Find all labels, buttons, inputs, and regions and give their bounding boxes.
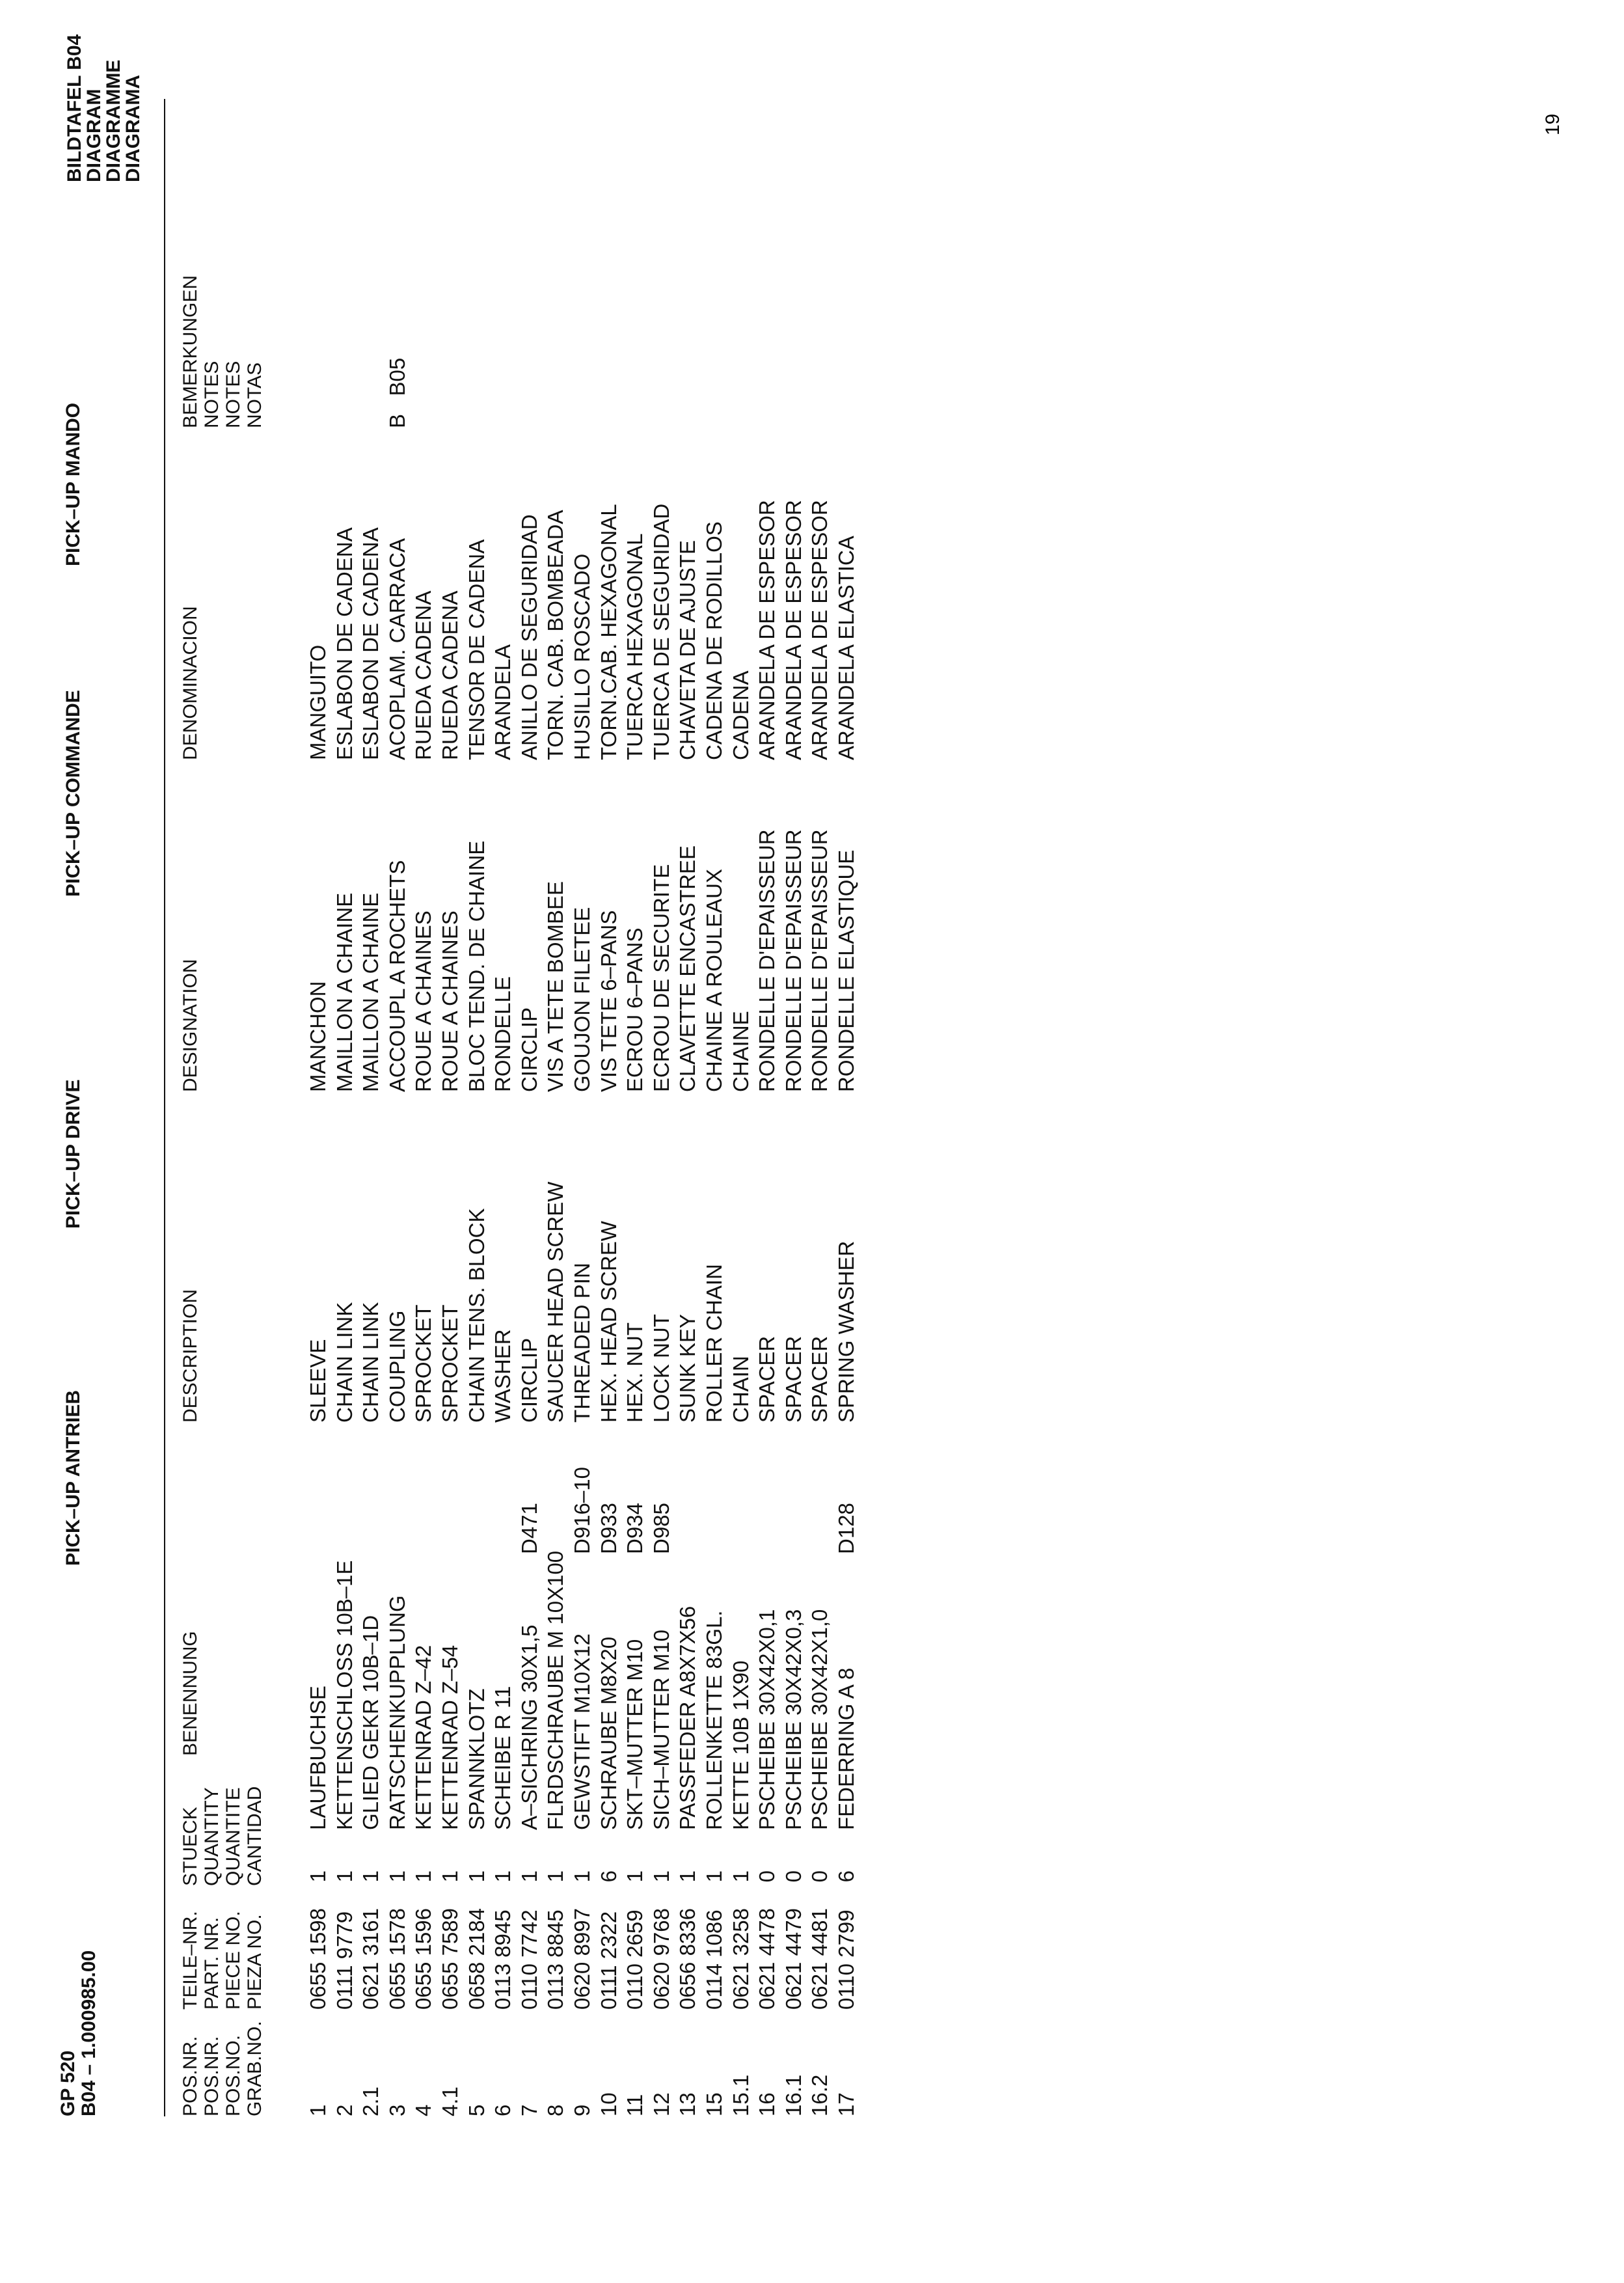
row-pos: 16 [755,2092,779,2116]
row-part-number: 0110 2659 [623,1909,647,2010]
row-designation: CHAINE A ROULEAUX [702,869,726,1092]
row-benennung: PSCHEIBE 30X42X0,3 [781,1609,805,1830]
header-description: DESCRIPTION [180,1289,201,1423]
row-denominacion: ARANDELA [491,644,515,760]
row-part-number: 0110 2799 [834,1909,858,2010]
row-quantity: 1 [728,1870,753,1883]
row-designation: MAILLON A CHAINE [359,892,383,1092]
row-description: HEX. NUT [623,1322,647,1423]
row-quantity: 0 [755,1870,779,1883]
row-benennung: FLRDSCHRAUBE M 10X100 [543,1550,568,1830]
row-denominacion: HUSILLO ROSCADO [570,553,594,760]
row-part-number: 0114 1086 [702,1909,726,2010]
row-description: ROLLER CHAIN [702,1264,726,1423]
row-part-number: 0621 4479 [781,1908,805,2010]
row-denominacion: ANILLO DE SEGURIDAD [517,514,541,760]
row-denominacion: ARANDELA ELASTICA [834,536,858,760]
row-designation: VIS TETE 6–PANS [596,910,621,1092]
model-label: GP 520 [57,2050,79,2116]
row-quantity: 1 [675,1870,700,1883]
row-designation: VIS A TETE BOMBEE [543,881,568,1092]
header-notes: NOTES [223,361,244,428]
row-description: CIRCLIP [517,1337,541,1423]
row-part-number: 0111 2322 [596,1911,621,2010]
row-benennung: SKT–MUTTER M10 [623,1639,647,1830]
row-benennung: KETTE 10B 1X90 [728,1660,753,1830]
row-designation: ROUE A CHAINES [438,910,462,1092]
row-norm-ref: D933 [596,1503,621,1554]
row-part-number: 0621 4481 [807,1908,832,2010]
row-quantity: 1 [359,1870,383,1883]
row-quantity: 1 [411,1870,436,1883]
row-description: SLEEVE [306,1339,330,1423]
row-denominacion: TUERCA HEXAGONAL [623,533,647,760]
row-part-number: 0620 9768 [649,1908,673,2010]
header-rule [164,99,165,2116]
row-quantity: 0 [807,1870,832,1883]
row-quantity: 1 [332,1870,357,1883]
row-denominacion: RUEDA CADENA [438,590,462,760]
row-description: SPACER [781,1335,805,1423]
row-designation: CLAVETTE ENCASTREE [675,845,700,1092]
row-benennung: PSCHEIBE 30X42X1,0 [807,1609,832,1830]
row-designation: MANCHON [306,981,330,1092]
diagram-ref: B04 – 1.000985.00 [78,1950,100,2116]
row-denominacion: TORN.CAB. HEXAGONAL [596,504,621,760]
header-qty: STUECK [180,1807,201,1886]
row-description: THREADED PIN [570,1263,594,1423]
row-benennung: LAUFBUCHSE [306,1686,330,1830]
row-description: LOCK NUT [649,1314,673,1423]
row-quantity: 1 [702,1870,726,1883]
row-description: COUPLING [385,1310,409,1423]
row-pos: 6 [491,2104,515,2116]
row-quantity: 1 [543,1870,568,1883]
row-denominacion: CHAVETA DE AJUSTE [675,540,700,760]
row-quantity: 6 [834,1870,858,1883]
row-part-number: 0655 1596 [411,1908,436,2010]
row-designation: CIRCLIP [517,1007,541,1092]
row-pos: 13 [675,2092,700,2116]
row-benennung: PSCHEIBE 30X42X0,1 [755,1609,779,1830]
row-quantity: 0 [781,1870,805,1883]
row-part-number: 0621 4478 [755,1908,779,2010]
row-pos: 4.1 [438,2086,462,2116]
row-pos: 8 [543,2104,568,2116]
title-fr: PICK–UP COMMANDE [62,690,84,897]
row-pos: 9 [570,2104,594,2116]
row-part-number: 0111 9779 [332,1911,357,2010]
row-quantity: 1 [385,1870,409,1883]
row-benennung: KETTENRAD Z–42 [411,1645,436,1830]
title-de: PICK–UP ANTRIEB [62,1389,84,1566]
row-pos: 11 [623,2094,647,2116]
row-quantity: 1 [464,1870,489,1883]
row-pos: 15.1 [728,2074,753,2116]
row-benennung: SCHRAUBE M8X20 [596,1636,621,1830]
header-benennung: BENENNUNG [180,1631,201,1756]
row-designation: ACCOUPL A ROCHETS [385,860,409,1092]
row-part-number: 0655 1598 [306,1908,330,2010]
row-description: CHAIN TENS. BLOCK [464,1208,489,1423]
row-pos: 16.1 [781,2074,805,2116]
row-benennung: GLIED GEKR 10B–1D [359,1615,383,1830]
row-description: SPROCKET [438,1304,462,1423]
row-designation: ECROU DE SECURITE [649,864,673,1092]
row-pos: 2 [332,2104,357,2116]
row-quantity: 1 [438,1870,462,1883]
row-benennung: SCHEIBE R 11 [491,1686,515,1830]
header-pos: GRAB.NO. [244,2021,265,2116]
header-denominacion: DENOMINACION [180,606,201,760]
row-description: SPACER [807,1335,832,1423]
row-pos: 12 [649,2092,673,2116]
row-part-number: 0621 3161 [359,1908,383,2010]
row-benennung: SPANNKLOTZ [464,1688,489,1830]
row-pos: 2.1 [359,2086,383,2116]
row-part-number: 0620 8997 [570,1908,594,2010]
row-designation: RONDELLE ELASTIQUE [834,849,858,1092]
header-part: TEILE–NR. [180,1911,201,2010]
row-pos: 10 [596,2092,621,2116]
row-designation: ECROU 6–PANS [623,927,647,1092]
diagram-title-1: BILDTAFEL B04 [64,34,85,182]
row-part-number: 0113 8945 [491,1909,515,2010]
row-part-number: 0658 2184 [464,1908,489,2010]
row-part-number: 0110 7742 [517,1909,541,2010]
row-description: SPRING WASHER [834,1240,858,1423]
row-designation: ROUE A CHAINES [411,910,436,1092]
row-norm-ref: D128 [834,1503,858,1554]
header-part: PIECE NO. [223,1911,244,2010]
row-part-number: 0655 1578 [385,1908,409,2010]
row-part-number: 0656 8336 [675,1908,700,2010]
row-denominacion: TENSOR DE CADENA [464,539,489,760]
row-description: SPROCKET [411,1304,436,1423]
row-denominacion: ESLABON DE CADENA [359,527,383,760]
header-qty: CANTIDAD [244,1786,265,1886]
row-denominacion: TUERCA DE SEGURIDAD [649,503,673,760]
row-norm-ref: D985 [649,1503,673,1554]
row-denominacion: ACOPLAM. CARRACA [385,538,409,760]
row-quantity: 1 [517,1870,541,1883]
row-description: SPACER [755,1335,779,1423]
row-pos: 17 [834,2092,858,2116]
row-pos: 16.2 [807,2074,832,2116]
row-norm-ref: D934 [623,1503,647,1554]
row-denominacion: ARANDELA DE ESPESOR [781,500,805,760]
row-designation: RONDELLE [491,976,515,1092]
row-description: HEX. HEAD SCREW [596,1221,621,1423]
header-qty: QUANTITE [223,1787,244,1886]
title-en: PICK–UP DRIVE [62,1079,84,1229]
row-benennung: GEWSTIFT M10X12 [570,1634,594,1830]
row-designation: CHAINE [728,1011,753,1092]
title-es: PICK–UP MANDO [62,402,84,566]
row-benennung: PASSFEDER A8X7X56 [675,1606,700,1830]
header-part: PIEZA NO. [244,1914,265,2010]
row-denominacion: RUEDA CADENA [411,590,436,760]
row-designation: GOUJON FILETEE [570,907,594,1092]
header-pos: POS.NR. [180,2036,201,2116]
header-part: PART. NR. [201,1917,223,2010]
row-benennung: KETTENRAD Z–54 [438,1645,462,1830]
header-designation: DESIGNATION [180,959,201,1092]
diagram-title-2: DIAGRAM [83,89,105,182]
row-designation: RONDELLE D'EPAISSEUR [807,829,832,1092]
row-quantity: 1 [570,1870,594,1883]
row-pos: 5 [464,2104,489,2116]
row-benennung: RATSCHENKUPPLUNG [385,1595,409,1830]
row-pos: 4 [411,2104,436,2116]
header-notes: NOTES [201,361,223,428]
header-notes: NOTAS [244,362,265,428]
row-denominacion: CADENA [728,670,753,760]
page-number: 19 [1542,113,1563,135]
row-norm-ref: D471 [517,1503,541,1554]
diagram-title-4: DIAGRAMA [122,75,144,182]
row-description: SAUCER HEAD SCREW [543,1181,568,1423]
row-benennung: FEDERRING A 8 [834,1667,858,1830]
diagram-title-3: DIAGRAMME [103,59,124,182]
row-denominacion: ARANDELA DE ESPESOR [755,500,779,760]
row-benennung: SICH–MUTTER M10 [649,1629,673,1830]
row-designation: MAILLON A CHAINE [332,892,357,1092]
row-quantity: 1 [623,1870,647,1883]
row-benennung: A–SICHRING 30X1,5 [517,1624,541,1830]
header-pos: POS.NR. [201,2036,223,2116]
row-designation: RONDELLE D'EPAISSEUR [781,829,805,1092]
row-pos: 15 [702,2092,726,2116]
row-denominacion: ARANDELA DE ESPESOR [807,500,832,760]
row-benennung: ROLLENKETTE 83GL. [702,1610,726,1830]
row-denominacion: MANGUITO [306,644,330,760]
row-description: SUNK KEY [675,1314,700,1423]
row-quantity: 1 [491,1870,515,1883]
row-description: CHAIN LINK [332,1302,357,1423]
header-pos: POS.NO. [223,2034,244,2116]
row-pos: 7 [517,2104,541,2116]
row-denominacion: ESLABON DE CADENA [332,527,357,760]
row-quantity: 6 [596,1870,621,1883]
row-quantity: 1 [649,1870,673,1883]
row-denominacion: CADENA DE RODILLOS [702,521,726,760]
row-part-number: 0621 3258 [728,1908,753,2010]
row-description: CHAIN LINK [359,1302,383,1423]
row-note: B B05 [385,357,409,428]
row-designation: BLOC TEND. DE CHAINE [464,840,489,1092]
row-quantity: 1 [306,1870,330,1883]
row-designation: RONDELLE D'EPAISSEUR [755,829,779,1092]
row-denominacion: TORN. CAB. BOMBEADA [543,510,568,760]
row-pos: 1 [306,2104,330,2116]
header-qty: QUANTITY [201,1787,223,1886]
row-benennung: KETTENSCHLOSS 10B–1E [332,1560,357,1830]
header-notes: BEMERKUNGEN [180,275,201,428]
row-description: WASHER [491,1329,515,1423]
row-part-number: 0655 7589 [438,1908,462,2010]
row-pos: 3 [385,2104,409,2116]
row-norm-ref: D916–10 [570,1467,594,1554]
row-description: CHAIN [728,1356,753,1423]
row-part-number: 0113 8845 [543,1909,568,2010]
